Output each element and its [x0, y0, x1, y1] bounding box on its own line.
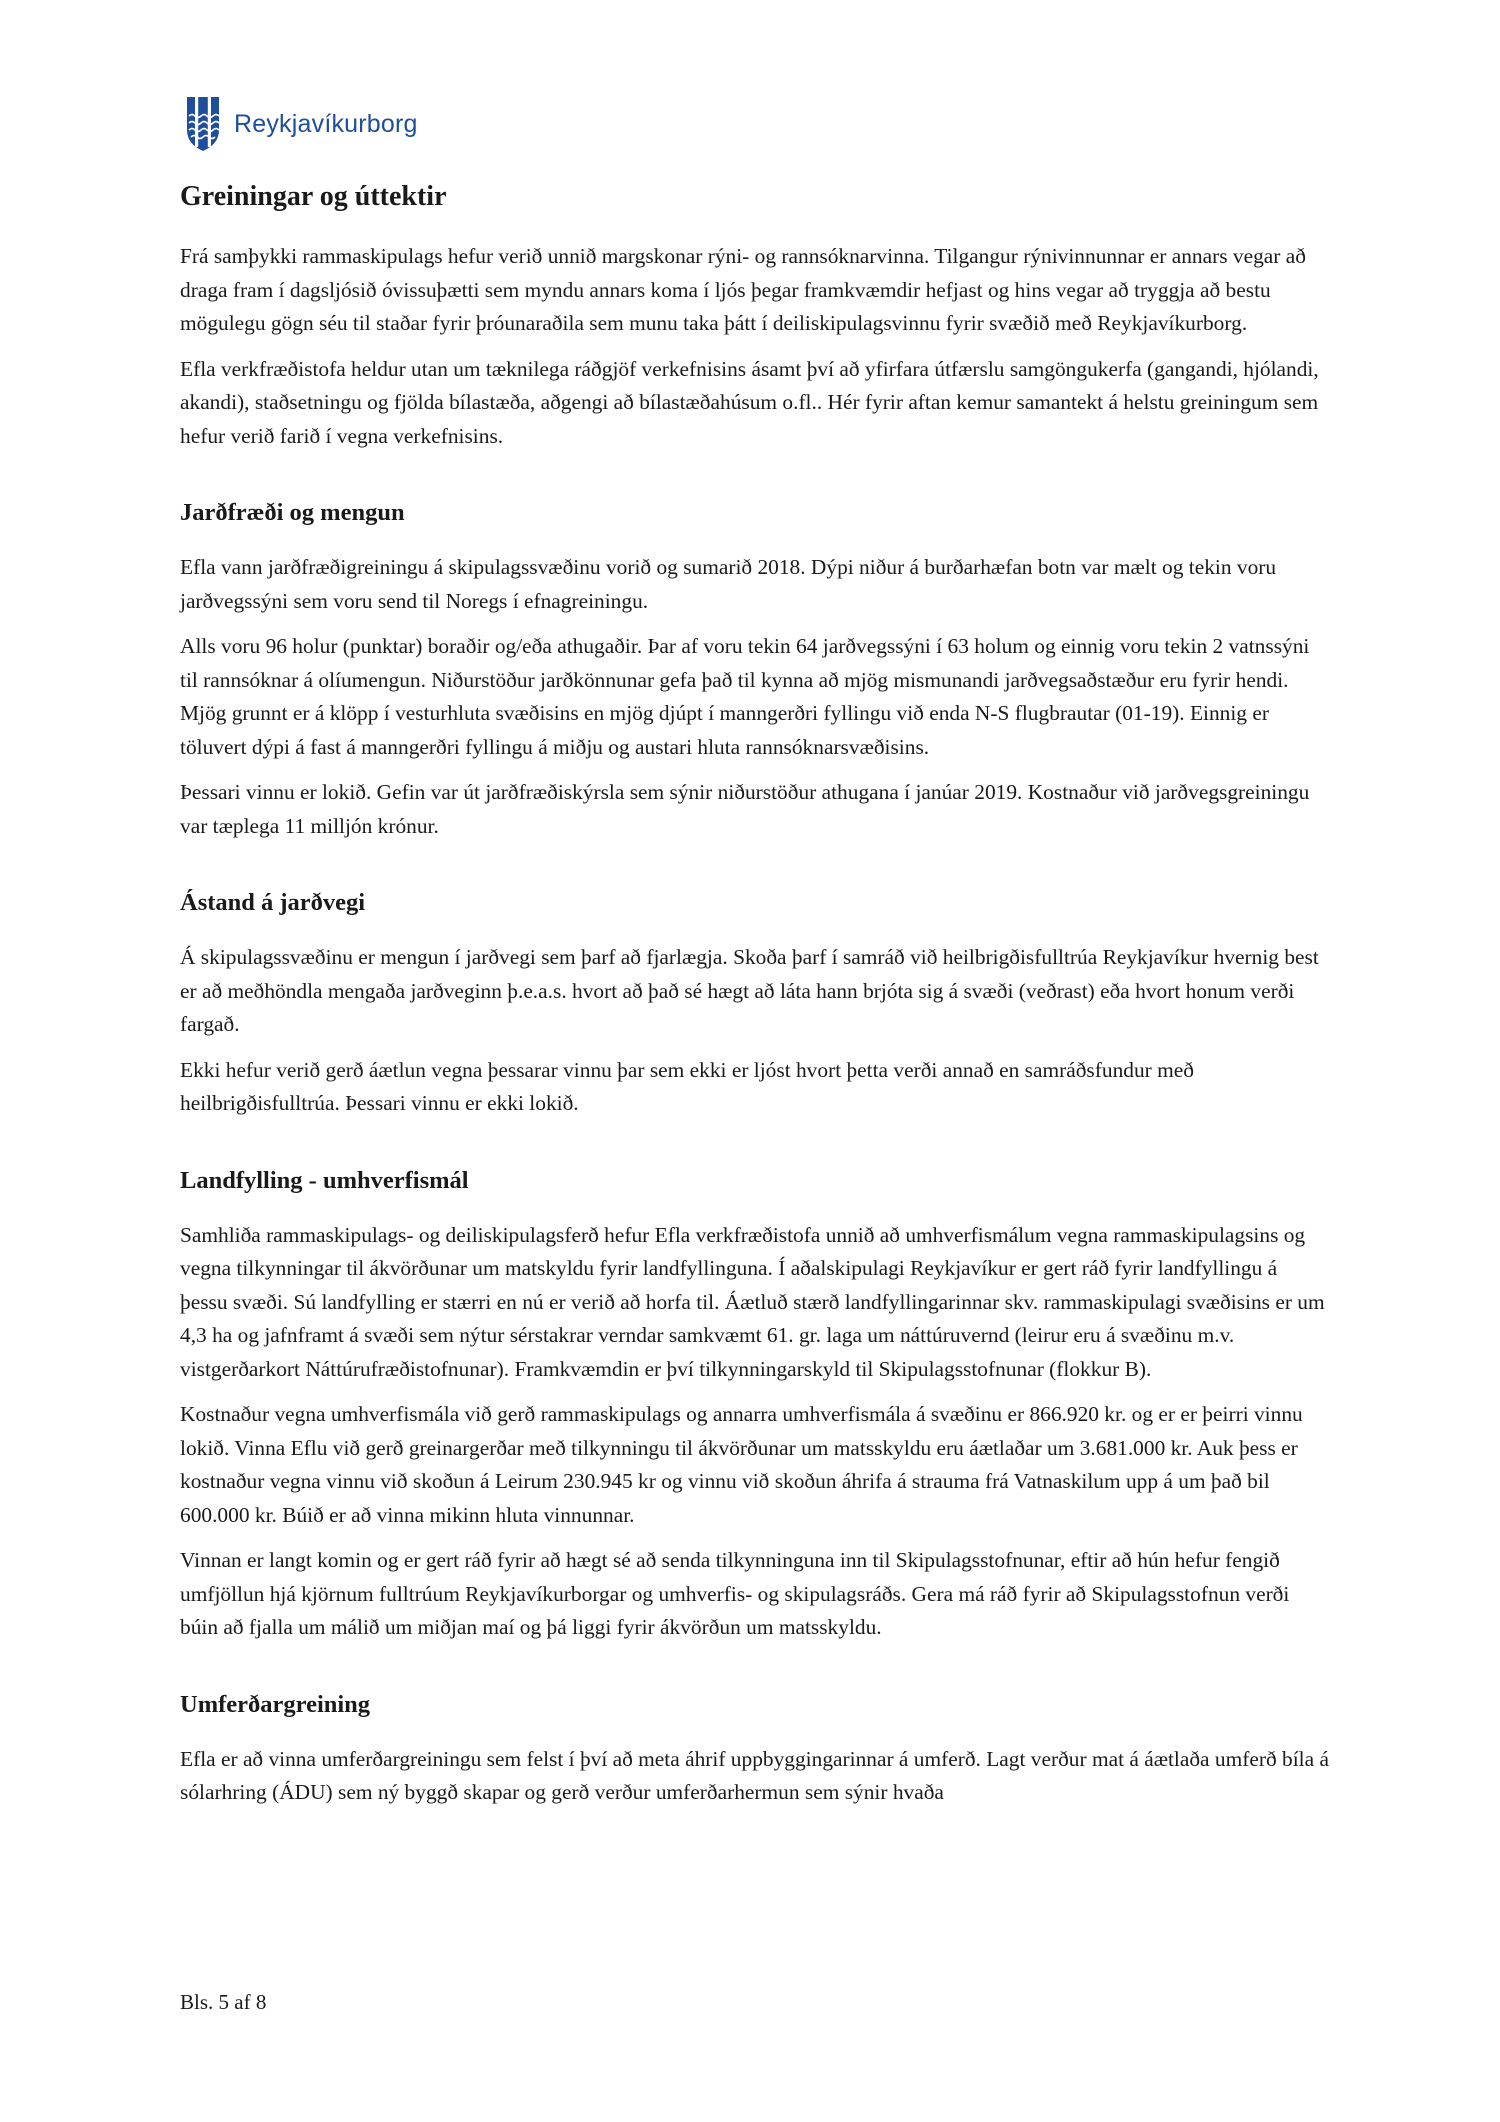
section-title-jardfraedi: Jarðfræði og mengun — [180, 499, 405, 526]
section-title-astand: Ástand á jarðvegi — [180, 889, 366, 916]
coat-of-arms-icon — [186, 96, 220, 152]
logo — [186, 96, 418, 152]
paragraph: Frá samþykki rammaskipulags hefur verið unnið margskonar rýni- og rannsóknarvinna. Tilgangur rýnivinnunnar er annars vegar að draga fram í dagsljósið óvissuþætti sem myndu annars koma í ljós þegar framkvæmdir hefjast og hins vegar að tryggja að bestu mögulegu gögn séu til staðar fyrir þróunaraðila sem munu taka þátt í deiliskipulagsvinnu fyrir svæðið með Reykjavíkurborg. — [180, 244, 1306, 335]
paragraph: Vinnan er langt komin og er gert ráð fyrir að hægt sé að senda tilkynninguna inn til Skipulagsstofnunar, eftir að hún hefur fengið umfjöllun hjá kjörnum fulltrúum Reykjavíkurborgar og umhverfis- og skipulagsráðs. Gera má ráð fyrir að Skipulagsstofnun verði búin að fjalla um málið um miðjan maí og þá liggi fyrir ákvörðun um matsskyldu. — [180, 1548, 1290, 1639]
paragraph: Alls voru 96 holur (punktar) boraðir og/eða athugaðir. Þar af voru tekin 64 jarðvegssýni í 63 holum og einnig voru tekin 2 vatnssýni til rannsóknar á olíumengun. Niðurstöður jarðkönnunar gefa það til kynna að mjög mismunandi jarðvegsaðstæður eru fyrir hendi. Mjög grunnt er á klöpp í vesturhluta svæðisins en mjög djúpt í manngerðri fyllingu við enda N-S flugbrautar (01-19). Einnig er töluvert dýpi á fast á manngerðri fyllingu á miðju og austari hluta rannsóknarsvæðisins. — [180, 634, 1310, 759]
paragraph: Efla er að vinna umferðargreiningu sem felst í því að meta áhrif uppbyggingarinnar á umferð. Lagt verður mat á áætlaða umferð bíla á sólarhring (ÁDU) sem ný byggð skapar og gerð verður umferðarhermun sem sýnir hvaða — [180, 1746, 1329, 1804]
paragraph: Efla vann jarðfræðigreiningu á skipulagssvæðinu vorið og sumarið 2018. Dýpi niður á burðarhæfan botn var mælt og tekin voru jarðvegssýni sem voru send til Noregs í efnagreiningu. — [180, 555, 1277, 613]
paragraph: Á skipulagssvæðinu er mengun í jarðvegi sem þarf að fjarlægja. Skoða þarf í samráð við heilbrigðisfulltrúa Reykjavíkur hvernig best er að meðhöndla mengaða jarðveginn þ.e.a.s. hvort að það sé hægt að láta hann brjóta sig á svæði (veðrast) eða hvort honum verði fargað. — [180, 945, 1319, 1036]
logo-text: Reykjavíkurborg — [234, 109, 418, 138]
paragraph: Samhliða rammaskipulags- og deiliskipulagsferð hefur Efla verkfræðistofa unnið að umhverfismálum vegna rammaskipulagsins og vegna tilkynningar til ákvörðunar um matskyldu fyrir landfyllinguna. Í aðalskipulagi Reykjavíkur er gert ráð fyrir landfyllingu á þessu svæði. Sú landfylling er stærri en nú er verið að horfa til. Áætluð stærð landfyllingarinnar skv. rammaskipulagi svæðisins er um 4,3 ha og jafnframt á svæði sem nýtur sérstakrar verndar samkvæmt 61. gr. laga um náttúruvernd (leirur eru á svæðinu m.v. vistgerðarkort Náttúrufræðistofnunar). Framkvæmdin er því tilkynningarskyld til Skipulagsstofnunar (flokkur B). — [180, 1222, 1325, 1381]
section-title-landfylling: Landfylling - umhverfismál — [180, 1166, 469, 1194]
paragraph: Kostnaður vegna umhverfismála við gerð rammaskipulags og annarra umhverfismála á svæðinu er 866.920 kr. og er er þeirri vinnu lokið. Vinna Eflu við gerð greinargerðar með tilkynningu til ákvörðunar um matsskyldu eru áætlaðar um 3.681.000 kr. Auk þess er kostnaður vegna vinnu við skoðun á Leirum 230.945 kr og vinnu við skoðun áhrifa á strauma frá Vatnaskilum upp á um það bil 600.000 kr. Búið er að vinna mikinn hluta vinnunnar. — [180, 1402, 1303, 1527]
section-title-umferd: Umferðargreining — [180, 1690, 371, 1718]
paragraph: Efla verkfræðistofa heldur utan um tæknilega ráðgjöf verkefnisins ásamt því að yfirfara útfærslu samgöngukerfa (gangandi, hjólandi, akandi), staðsetningu og fjölda bílastæða, aðgengi að bílastæðahúsum o.fl.. Hér fyrir aftan kemur samantekt á helstu greiningum sem hefur verið farið í vegna verkefnisins. — [180, 356, 1319, 448]
paragraph: Ekki hefur verið gerð áætlun vegna þessarar vinnu þar sem ekki er ljóst hvort þetta verði annað en samráðsfundur með heilbrigðisfulltrúa. Þessari vinnu er ekki lokið. — [180, 1057, 1194, 1115]
section-title-greiningar: Greiningar og úttektir — [180, 181, 447, 212]
page-number: Bls. 5 af 8 — [180, 1990, 267, 2014]
paragraph: Þessari vinnu er lokið. Gefin var út jarðfræðiskýrsla sem sýnir niðurstöður athugana í janúar 2019. Kostnaður við jarðvegsgreiningu var tæplega 11 milljón krónur. — [180, 780, 1310, 838]
document-body — [180, 180, 1330, 1822]
